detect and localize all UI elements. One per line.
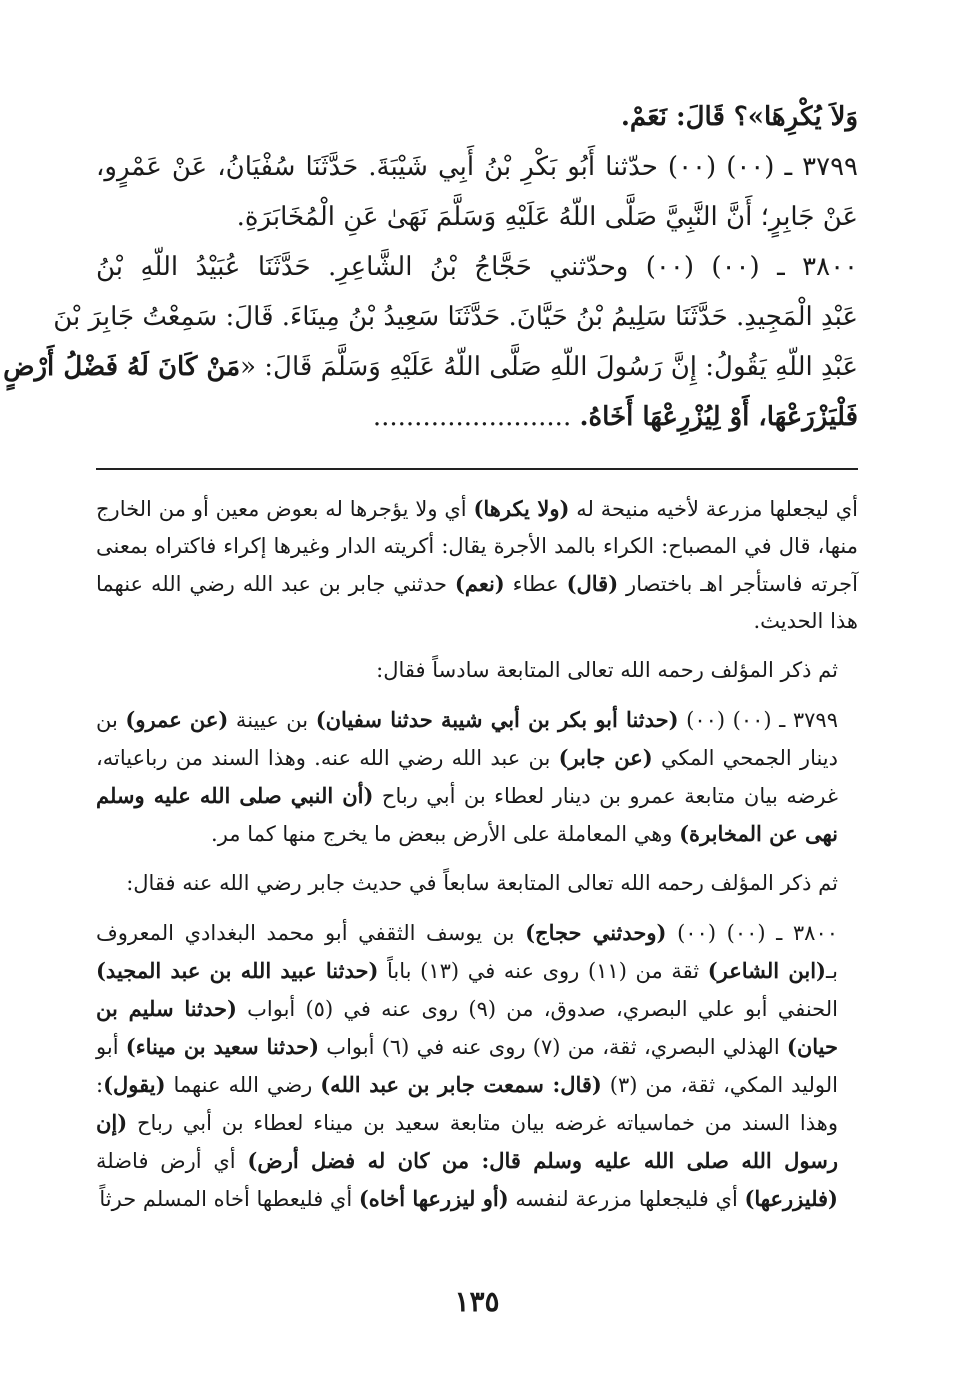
commentary-paragraph: أي ليجعلها مزرعة لأخيه منيحة له (ولا يكرها) أي ولا يؤجرها له بعوض معين أو من الخارج منها، قال في المصباح: الكراء بالمد الأجرة يقال: أكريته الدار وغيرها إكراء فاكتراه بمعنى آجرته فاستأجر اهـ باختصار (قال) عطاء (نعم) حدثني جابر بن عبد الله رضي الله عنهما هذا الحديث. (96, 496, 858, 633)
commentary (96, 490, 858, 1218)
commentary-paragraph: ٣٧٩٩ ـ (٠٠) (٠٠) (حدثنا أبو بكر بن أبي شيبة حدثنا سفيان) بن عيينة (عن عمرو) بن دينار الجمحي المكي (عن جابر) بن عبد الله رضي الله عنه. وهذا السند من رباعياته، غرضه بيان متابعة عمرو بن دينار لعطاء بن أبي رباح (أن النبي صلى الله عليه وسلم نهى عن المخابرة) وهي المعاملة على الأرض ببعض ما يخرج منها كما مر. (96, 707, 839, 846)
commentary-paragraph: ثم ذكر المؤلف رحمه الله تعالى المتابعة سابعاً في حديث جابر رضي الله عنه فقال: (126, 871, 838, 895)
section-divider (96, 468, 858, 470)
commentary-paragraph: ثم ذكر المؤلف رحمه الله تعالى المتابعة سادساً فقال: (376, 658, 838, 682)
hadith-line: عَنْ جَابِرٍ؛ أَنَّ النَّبِيَّ صَلَّى اللّهُ عَلَيْهِ وَسَلَّمَ نَهَىٰ عَنِ الْمُخَابَرَةِ. (236, 202, 858, 232)
hadith-line: ٣٨٠٠ ـ (٠٠) (٠٠) وحدّثني حَجَّاجُ بْنُ الشَّاعِرِ. حَدَّثَنَا عُبَيْدُ اللّهِ بْنُ (96, 252, 859, 282)
hadith-line: فَلْيَزْرَعْهَا، أَوْ لِيُزْرِعْهَا أَخَاهُ. ........................ (372, 402, 858, 432)
page-number: ١٣٥ (454, 1285, 500, 1318)
hadith-line: عَبْدِ اللّهِ يَقُولُ: إِنَّ رَسُولَ اللّهِ صَلَّى اللّهُ عَلَيْهِ وَسَلَّمَ قَالَ: «مَنْ كَانَ لَهُ فَضْلُ أَرْضٍ (3, 352, 858, 382)
hadith-line: وَلاَ يُكْرِهَا»؟ قَالَ: نَعَمْ. (620, 102, 858, 132)
commentary-paragraph: ٣٨٠٠ ـ (٠٠) (٠٠) (وحدثني حجاج) بن يوسف الثقفي أبو محمد البغدادي المعروف بـ(ابن الشاعر) ثقة من (١١) روى عنه في (١٣) باباً (حدثنا عبيد الله بن عبد المجيد) الحنفي أبو علي البصري، صدوق، من (٩) روى عنه في (٥) أبواب (حدثنا سليم بن حيان) الهذلي البصري، ثقة، من (٧) روى عنه في (٦) أبواب (حدثنا سعيد بن ميناء) أبو الوليد المكي، ثقة، من (٣) (قال: سمعت جابر بن عبد الله) رضي الله عنهما (يقول): وهذا السند من خماسياته غرضه بيان متابعة سعيد بن ميناء لعطاء بن أبي رباح (إن رسول الله صلى الله عليه وسلم قال: من كان له فضل أرض) أي أرض فاضلة (فليزرعها) أي فليجعلها مزرعة لنفسه (أو ليزرعها أخاه) أي فليعطها أخاه المسلم حرثاً (96, 920, 839, 1211)
hadith-text (3, 92, 859, 442)
hadith-line: ٣٧٩٩ ـ (٠٠) (٠٠) حدّثنا أَبُو بَكْرِ بْنُ أَبِي شَيْبَةَ. حَدَّثَنَا سُفْيَانُ، عَنْ عَمْرٍو، (96, 152, 858, 182)
hadith-line: عَبْدِ الْمَجِيدِ. حَدَّثَنَا سَلِيمُ بْنُ حَيَّانَ. حَدَّثَنَا سَعِيدُ بْنُ مِينَاءَ. قَالَ: سَمِعْتُ جَابِرَ بْنَ (53, 302, 858, 332)
